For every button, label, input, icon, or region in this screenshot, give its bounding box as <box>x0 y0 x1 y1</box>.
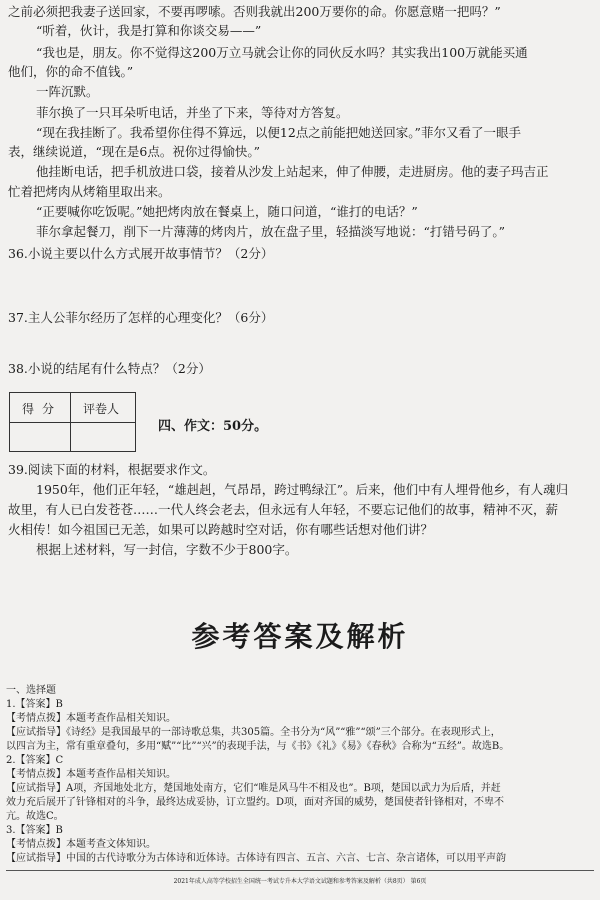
score-table <box>9 392 136 452</box>
story-line: “正要喊你吃饭呢。”她把烤肉放在餐桌上，随口问道，“谁打的电话？” <box>36 204 418 219</box>
answer-line: 效力充后展开了针锋相对的斗争，最终达成妥协，订立盟约。D项，面对齐国的威势，楚国使者针锋相对，不卑不 <box>6 797 505 808</box>
answer-line: 2.【答案】C <box>6 755 64 766</box>
answer-line: 一、选择题 <box>6 685 56 696</box>
section-heading: 四、作文：50分。 <box>158 419 268 434</box>
footer-divider <box>6 870 594 871</box>
question-39: 39.阅读下面的材料，根据要求作文。 <box>8 462 216 477</box>
story-line: 他们，你的命不值钱。” <box>8 64 134 79</box>
question-36: 36.小说主要以什么方式展开故事情节？（2分） <box>8 246 274 261</box>
page-footer: 2021年成人高等学校招生全国统一考试专升本大学语文试题和参考答案及解析（共8页） 第6页 <box>173 878 427 885</box>
material-line: 根据上述材料，写一封信，字数不少于800字。 <box>36 542 298 557</box>
answer-line: 【考情点拨】本题考查作品相关知识。 <box>6 713 176 724</box>
answer-line: 亢。故选C。 <box>6 811 64 822</box>
story-line: “我也是，朋友。你不觉得这200万立马就会让你的同伙反水吗？其实我出100万就能买通 <box>36 45 528 60</box>
story-line: 忙着把烤肉从烤箱里取出来。 <box>8 184 171 199</box>
answer-line: 【应试指导】中国的古代诗歌分为古体诗和近体诗。古体诗有四言、五言、六言、七言、杂言诸体，可以用平声韵 <box>6 853 506 864</box>
answer-line: 【考情点拨】本题考查文体知识。 <box>6 839 156 850</box>
question-38: 38.小说的结尾有什么特点？（2分） <box>8 361 211 376</box>
answer-line: 1.【答案】B <box>6 699 63 710</box>
story-line: 表，继续说道，“现在是6点。祝你过得愉快。” <box>8 144 260 159</box>
answer-line: 【考情点拨】本题考查作品相关知识。 <box>6 769 176 780</box>
answers-title: 参考答案及解析 <box>191 620 409 653</box>
story-line: 菲尔拿起餐刀，削下一片薄薄的烤肉片，放在盘子里，轻描淡写地说：“打错号码了。” <box>36 224 506 239</box>
question-37: 37.主人公菲尔经历了怎样的心理变化？（6分） <box>8 310 274 325</box>
answer-line: 【应试指导】A项，齐国地处北方，楚国地处南方，它们“唯是风马牛不相及也”。B项，楚国以武力为后盾，并赶 <box>6 783 501 794</box>
table-divider <box>10 422 135 423</box>
table-divider <box>70 393 71 451</box>
grader-label: 评卷人 <box>83 402 120 416</box>
story-line: 一阵沉默。 <box>36 84 99 99</box>
material-line: 故里，有人已白发苍苍……一代人终会老去，但永远有人年轻，不要忘记他们的故事，精神不灭，薪 <box>8 502 559 517</box>
material-line: 火相传！如今祖国已无恙，如果可以跨越时空对话，你有哪些话想对他们讲？ <box>8 522 434 537</box>
story-line: 他挂断电话，把手机放进口袋，接着从沙发上站起来，伸了伸腰，走进厨房。他的妻子玛吉正 <box>36 164 549 179</box>
story-line: “听着，伙计，我是打算和你谈交易——” <box>36 23 262 38</box>
story-line: “现在我挂断了。我希望你住得不算远，以便12点之前能把她送回家。”菲尔又看了一眼手 <box>36 125 521 140</box>
story-line: 菲尔换了一只耳朵听电话，并坐了下来，等待对方答复。 <box>36 105 349 120</box>
material-line: 1950年，他们正年轻，“雄赳赳，气昂昂，跨过鸭绿江”。后来，他们中有人埋骨他乡，有人魂归 <box>36 482 569 497</box>
answer-line: 3.【答案】B <box>6 825 63 836</box>
answer-line: 以四言为主，常有重章叠句，多用“赋”“比”“兴”的表现手法，与《书》《礼》《易》《春秋》合称为“五经”。故选B。 <box>6 741 510 752</box>
answer-line: 【应试指导】《诗经》是我国最早的一部诗歌总集，共305篇。全书分为“风”“雅”“颂”三个部分。在表现形式上， <box>6 727 501 738</box>
story-line: 之前必须把我妻子送回家，不要再啰嗦。否则我就出200万要你的命。你愿意赌一把吗？” <box>8 4 501 19</box>
score-label: 得分 <box>22 402 63 416</box>
